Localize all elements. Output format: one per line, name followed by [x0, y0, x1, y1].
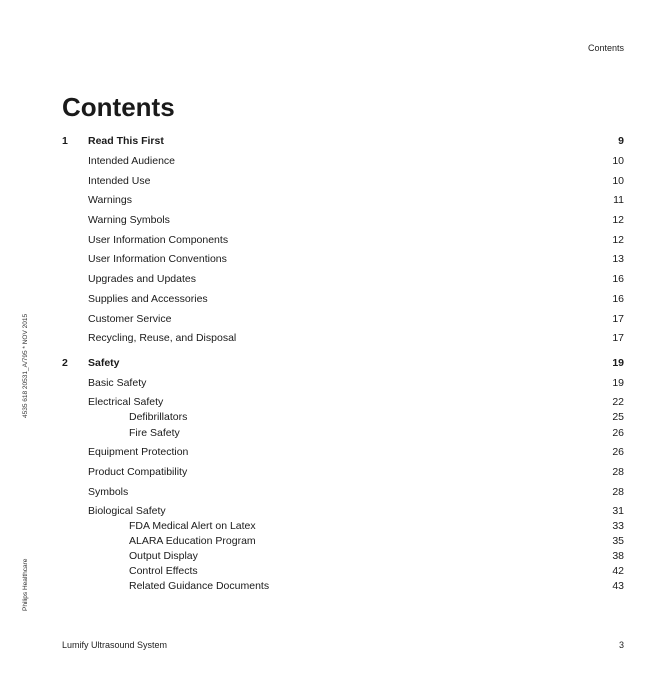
toc-entry[interactable] [62, 292, 624, 306]
toc-entry-label: Symbols [88, 486, 129, 498]
toc-page-number: 26 [612, 446, 624, 458]
toc-page-number: 28 [612, 486, 624, 498]
toc-chapter-number: 1 [62, 135, 68, 147]
toc-entry-label: FDA Medical Alert on Latex [129, 520, 256, 532]
toc-entry-label: Read This First [88, 135, 164, 147]
toc-entry[interactable] [62, 331, 624, 345]
toc-entry[interactable] [62, 465, 624, 479]
toc-entry-label: User Information Components [88, 234, 229, 246]
toc-entry-label: Fire Safety [129, 427, 180, 439]
toc-page-number: 33 [612, 520, 624, 532]
toc-entry-label: Defibrillators [129, 411, 188, 423]
toc-entry[interactable] [62, 252, 624, 266]
toc-entry-label: Supplies and Accessories [88, 293, 208, 305]
toc-entry[interactable] [62, 193, 624, 207]
company-name: Philips Healthcare [22, 558, 29, 611]
running-header: Contents [587, 43, 624, 53]
toc-page-number: 11 [613, 194, 624, 206]
toc-page-number: 19 [612, 357, 624, 369]
toc-entry-label: Electrical Safety [88, 396, 164, 408]
toc-entry-label: Intended Use [88, 175, 151, 187]
toc-entry[interactable] [62, 233, 624, 247]
toc-entry-label: Product Compatibility [88, 466, 188, 478]
toc-page-number: 12 [612, 234, 624, 246]
toc-page-number: 43 [612, 580, 624, 592]
toc-entry-label: Related Guidance Documents [129, 580, 270, 592]
toc-page-number: 10 [612, 155, 624, 167]
toc-entry-label: Output Display [129, 550, 198, 562]
toc-entry[interactable] [62, 376, 624, 390]
footer-product: Lumify Ultrasound System [62, 640, 168, 650]
page-title: Contents [62, 92, 175, 122]
toc-entry-label: Equipment Protection [88, 446, 189, 458]
toc-page-number: 12 [612, 214, 624, 226]
toc-entry[interactable] [62, 579, 624, 593]
toc-entry-label: ALARA Education Program [129, 535, 256, 547]
toc-page-number: 25 [612, 411, 624, 423]
toc-entry-label: Customer Service [88, 313, 172, 325]
toc-entry[interactable] [62, 519, 624, 533]
toc-entry[interactable] [62, 312, 624, 326]
toc-page-number: 10 [612, 175, 624, 187]
toc-page-number: 42 [612, 565, 624, 577]
toc-entry-label: Control Effects [129, 565, 198, 577]
toc-page-number: 16 [612, 293, 624, 305]
toc-entry[interactable] [62, 410, 624, 424]
toc-entry[interactable] [62, 445, 624, 459]
toc-chapter-entry[interactable] [62, 356, 624, 370]
toc-entry-label: Warning Symbols [88, 214, 170, 226]
toc-entry-label: Safety [88, 357, 120, 369]
toc-entry-label: Warnings [88, 194, 132, 206]
toc-entry[interactable] [62, 272, 624, 286]
toc-entry-label: Biological Safety [88, 505, 166, 517]
footer-page-number: 3 [618, 640, 624, 650]
toc-entry[interactable] [62, 213, 624, 227]
toc-chapter-number: 2 [62, 357, 68, 369]
toc-entry-label: Intended Audience [88, 155, 175, 167]
toc-page-number: 28 [612, 466, 624, 478]
toc-page-number: 17 [612, 332, 624, 344]
toc-page-number: 35 [612, 535, 624, 547]
toc-page-number: 17 [612, 313, 624, 325]
toc-page-number: 13 [612, 253, 624, 265]
toc-entry[interactable] [62, 485, 624, 499]
toc-entry[interactable] [62, 154, 624, 168]
toc-entry-label: User Information Conventions [88, 253, 227, 265]
toc-entry-label: Recycling, Reuse, and Disposal [88, 332, 237, 344]
toc-entry[interactable] [62, 504, 624, 518]
toc-entry[interactable] [62, 395, 624, 409]
toc-page-number: 31 [612, 505, 624, 517]
toc-entry[interactable] [62, 564, 624, 578]
toc-chapter-entry[interactable] [62, 134, 624, 148]
toc-page-number: 22 [612, 396, 624, 408]
toc-page-number: 9 [618, 135, 624, 147]
toc-page-number: 38 [612, 550, 624, 562]
toc-page-number: 19 [612, 377, 624, 389]
toc-entry[interactable] [62, 174, 624, 188]
document-code: 4535 618 20531_A/795 * NOV 2015 [22, 313, 29, 418]
toc-entry-label: Basic Safety [88, 377, 147, 389]
toc-page-number: 16 [612, 273, 624, 285]
toc-entry-label: Upgrades and Updates [88, 273, 196, 285]
toc-page-number: 26 [612, 427, 624, 439]
toc-entry[interactable] [62, 534, 624, 548]
toc-entry[interactable] [62, 549, 624, 563]
toc-entry[interactable] [62, 426, 624, 440]
